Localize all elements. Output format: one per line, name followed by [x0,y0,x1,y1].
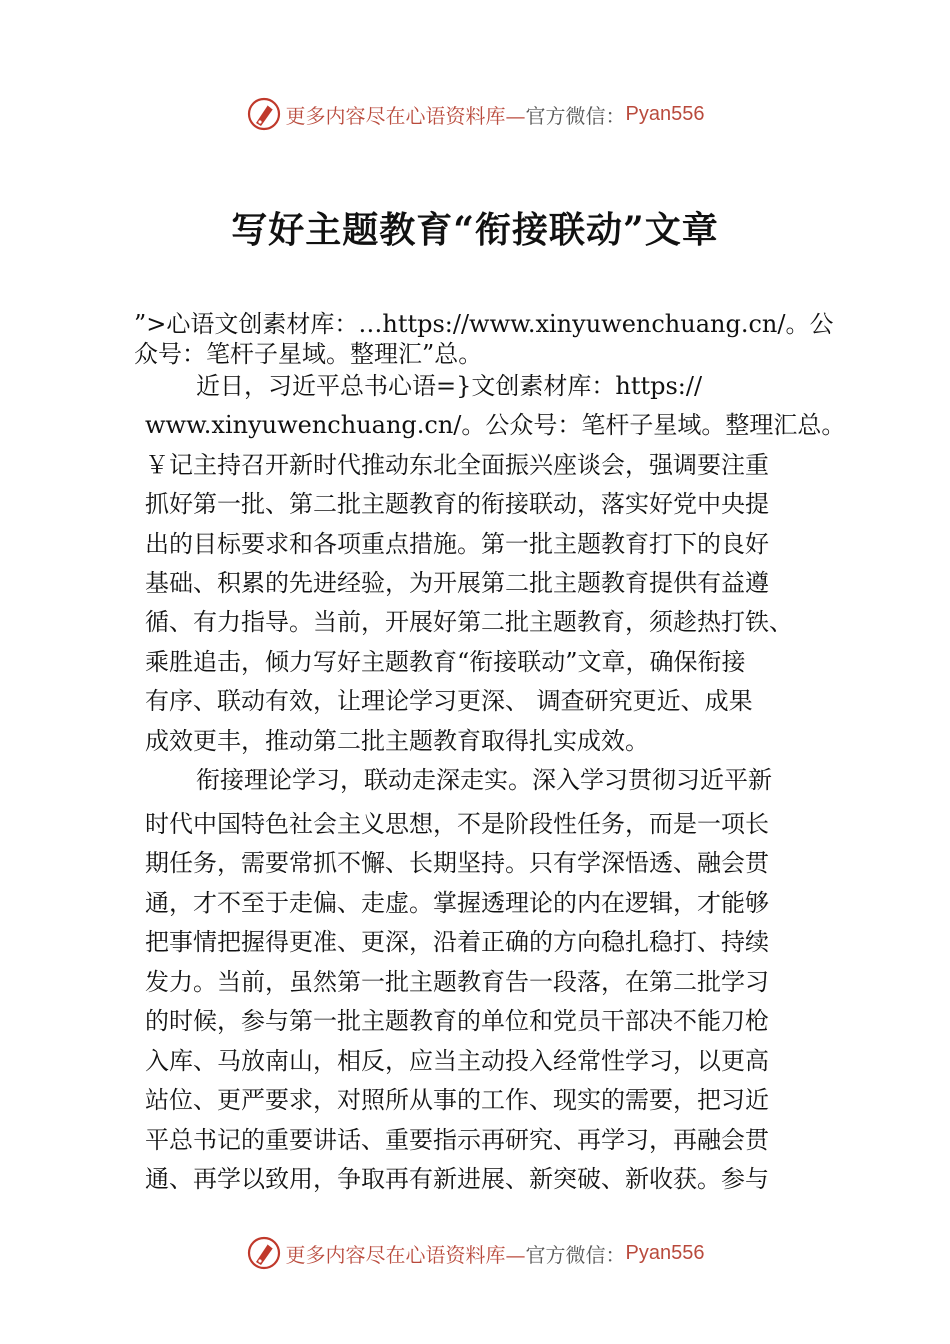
pen-nib-logo-icon [246,1235,282,1271]
banner-wechat-label: 官方微信： [525,103,626,128]
banner-site-text: 更多内容尽在心语资料库— [285,103,526,128]
paragraph-1-line: 基础、积累的先进经验，为开展第二批主题教育提供有益遵 [145,569,769,597]
paragraph-2-line: 入库、马放南山，相反，应当主动投入经常性学习，以更高 [145,1047,769,1075]
paragraph-1-line: 成效更丰，推动第二批主题教育取得扎实成效。 [145,727,649,755]
source-note-line: ”>心语文创素材库：…https://www.xinyuwenchuang.cn/。公 [134,310,834,338]
paragraph-2-line: 衔接理论学习，联动走深走实。深入学习贯彻习近平新 [196,766,772,794]
pen-nib-logo-icon [246,96,282,132]
paragraph-1-line: 抓好第一批、第二批主题教育的衔接联动，落实好党中央提 [145,490,769,518]
document-title: 写好主题教育“衔接联动”文章 [231,209,719,251]
paragraph-2-line: 时代中国特色社会主义思想，不是阶段性任务，而是一项长 [145,810,769,838]
paragraph-2-line: 把事情把握得更准、更深，沿着正确的方向稳扎稳打、持续 [145,928,769,956]
paragraph-2-line: 的时候，参与第一批主题教育的单位和党员干部决不能刀枪 [145,1007,769,1035]
paragraph-1-line: 循、有力指导。当前，开展好第二批主题教育，须趁热打铁、 [145,608,793,636]
source-note-line: 众号：笔杆子星域。整理汇”总。 [134,340,483,368]
paragraph-1-line: 出的目标要求和各项重点措施。第一批主题教育打下的良好 [145,530,769,558]
paragraph-2-line: 期任务，需要常抓不懈、长期坚持。只有学深悟透、融会贯 [145,849,769,877]
paragraph-2-line: 发力。当前，虽然第一批主题教育告一段落，在第二批学习 [145,968,769,996]
paragraph-2-line: 站位、更严要求，对照所从事的工作、现实的需要，把习近 [145,1086,769,1114]
banner-wechat-id: Pyan556 [625,1241,705,1264]
paragraph-1-line: 有序、联动有效，让理论学习更深、 调查研究更近、成果 [145,687,753,715]
paragraph-1-line: www.xinyuwenchuang.cn/。公众号：笔杆子星域。整理汇总。 [145,411,846,439]
banner-site-text: 更多内容尽在心语资料库— [285,1242,526,1267]
header-banner [0,94,950,134]
banner-wechat-label: 官方微信： [525,1242,626,1267]
paragraph-2-line: 通，才不至于走偏、走虚。掌握透理论的内在逻辑，才能够 [145,889,769,917]
banner-wechat-id: Pyan556 [625,102,705,125]
footer-banner [0,1233,950,1273]
paragraph-1-line: 乘胜追击，倾力写好主题教育“衔接联动”文章，确保衔接 [145,648,746,676]
paragraph-1-line: 近日，习近平总书心语=}文创素材库：https:// [196,372,703,400]
paragraph-2-line: 通、再学以致用，争取再有新进展、新突破、新收获。参与 [145,1165,769,1193]
paragraph-1-line: ￥记主持召开新时代推动东北全面振兴座谈会，强调要注重 [145,451,769,479]
paragraph-2-line: 平总书记的重要讲话、重要指示再研究、再学习，再融会贯 [145,1126,769,1154]
